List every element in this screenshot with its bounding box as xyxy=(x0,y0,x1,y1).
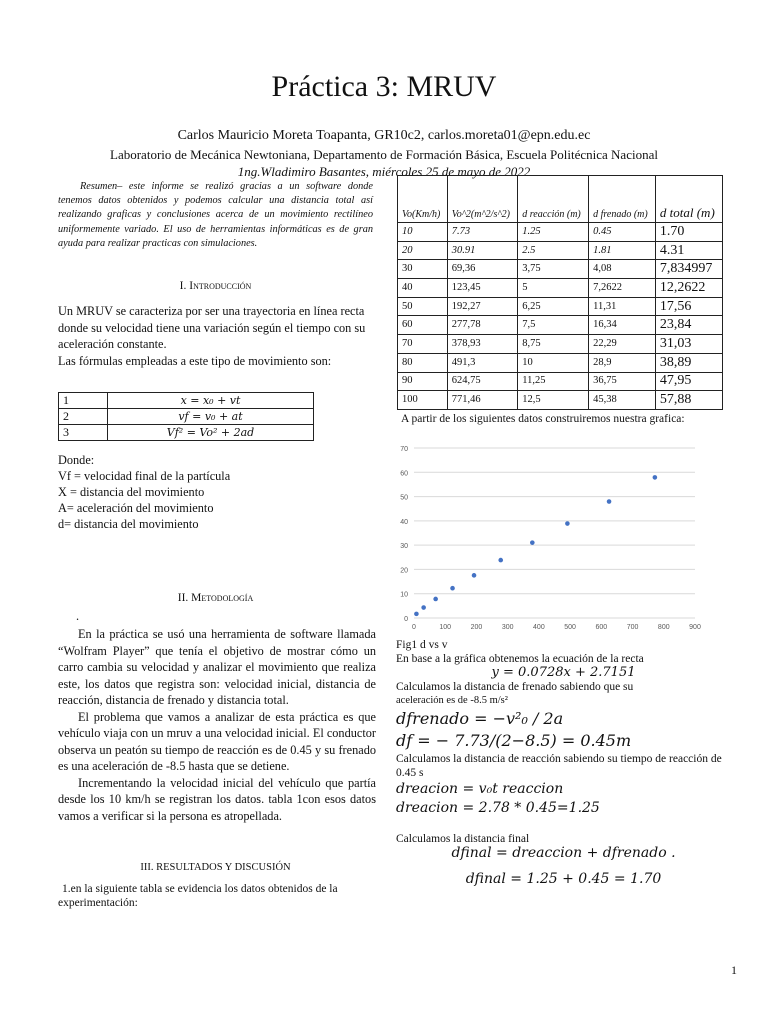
section-heading: II. Metodología xyxy=(177,592,254,604)
equation: dreacion = 2.78 * 0.45=1.25 xyxy=(396,800,600,816)
table-cell: 50 xyxy=(398,297,448,316)
donde-item: Donde: xyxy=(58,453,95,467)
table-row xyxy=(398,297,723,316)
table-cell: 12,2622 xyxy=(655,279,722,298)
table-cell: 10 xyxy=(518,353,589,372)
y-tick-label: 60 xyxy=(400,470,408,478)
scatter-chart xyxy=(390,442,710,634)
analysis xyxy=(396,638,731,886)
table-cell: 11,31 xyxy=(589,297,656,316)
formula-number: 1 xyxy=(59,393,108,409)
column-header: Vo^2(m^2/s^2) xyxy=(447,176,518,223)
table-cell: 1.70 xyxy=(655,223,722,242)
data-point xyxy=(450,586,455,591)
table-row xyxy=(398,335,723,354)
method-paragraph: En la práctica se usó una herramienta de software llamada “Wolfram Player” que tenía el objetivo de mostrar cómo un carro cambia su velocidad y analizar el movimiento que realiza este, los datos que registra son: velocidad inicial, distancia de reacción, distancia de frenado y distancia total. xyxy=(58,627,376,707)
table-cell: 17,56 xyxy=(655,297,722,316)
donde-list xyxy=(58,452,376,532)
analysis-text: aceleración es de -8.5 m/s² xyxy=(396,695,508,706)
data-point xyxy=(472,573,477,578)
table-cell: 192,27 xyxy=(447,297,518,316)
page-number: 1 xyxy=(731,963,737,977)
table-cell: 4,08 xyxy=(589,260,656,279)
table-row xyxy=(398,241,723,260)
table-cell: 90 xyxy=(398,372,448,391)
table-cell: 771,46 xyxy=(447,391,518,410)
table-row xyxy=(398,260,723,279)
donde-item: X = distancia del movimiento xyxy=(58,485,205,499)
section-heading: III. RESULTADOS Y DISCUSIÓN xyxy=(140,862,291,873)
table-cell: 30 xyxy=(398,260,448,279)
equation: dfinal = dreaccion + dfrenado . xyxy=(451,845,676,861)
abstract: Resumen– este informe se realizó gracias a un software donde tenemos datos obtenidos y podemos calcular una distancia total así realizando graficas y conclusiones acerca de un movimiento rectilíneo uniformemente variado. El uso de herramientas informáticas es de gran ayuda para realizar practicas con simulaciones. xyxy=(58,181,373,249)
table-cell: 60 xyxy=(398,316,448,335)
y-tick-label: 50 xyxy=(400,494,408,502)
table-cell: 4.31 xyxy=(655,241,722,260)
column-header: d reacción (m) xyxy=(518,176,589,223)
donde-item: A= aceleración del movimiento xyxy=(58,501,214,515)
formula: x = x₀ + vt xyxy=(108,393,314,409)
table-row xyxy=(398,391,723,410)
date-line: 1ng.Wladimiro Basantes, miércoles 25 de mayo de 2022 xyxy=(237,164,531,179)
data-point xyxy=(421,605,426,610)
table-cell: 277,78 xyxy=(447,316,518,335)
equation: df = − 7.73/(2−8.5) = 0.45m xyxy=(396,731,632,750)
x-tick-label: 500 xyxy=(564,624,576,631)
method-paragraph: Incrementando la velocidad inicial del vehículo que partía desde los 10 km/h se registran los datos. tabla 1con esos datos vamos a verificar si la persona es atropellada. xyxy=(58,775,376,823)
table-cell: 1.25 xyxy=(518,223,589,242)
column-header: d frenado (m) xyxy=(589,176,656,223)
data-point xyxy=(653,475,658,480)
table-cell: 69,36 xyxy=(447,260,518,279)
data-point xyxy=(565,521,570,526)
intro-text: Un MRUV se caracteriza por ser una trayectoria en línea recta donde su velocidad tiene una variación según el tiempo con su aceleración constante. xyxy=(58,304,366,351)
data-point xyxy=(607,499,612,504)
y-tick-label: 70 xyxy=(400,446,408,453)
analysis-text: En base a la gráfica obtenemos la ecuación de la recta xyxy=(396,653,644,665)
method-paragraph: El problema que vamos a analizar de esta práctica es que vehículo viaja con un mruv a una velocidad inicial. El conductor observa un peatón su tiempo de reacción es de 0.45 y su frenado es una aceleración de -8.5 hasta que se detiene. xyxy=(58,709,376,773)
formula: Vf² = Vo² + 2ad xyxy=(108,425,314,441)
table-cell: 40 xyxy=(398,279,448,298)
equation: dreacion = v₀t reaccion xyxy=(396,781,564,797)
y-tick-label: 40 xyxy=(400,518,408,526)
table-cell: 123,45 xyxy=(447,279,518,298)
table-cell: 3,75 xyxy=(518,260,589,279)
table-cell: 45,38 xyxy=(589,391,656,410)
x-tick-label: 900 xyxy=(689,624,701,631)
table-cell: 47,95 xyxy=(655,372,722,391)
donde-item: Vf = velocidad final de la partícula xyxy=(58,469,231,483)
table-cell: 6,25 xyxy=(518,297,589,316)
x-tick-label: 300 xyxy=(501,624,514,631)
affiliation: Laboratorio de Mecánica Newtoniana, Departamento de Formación Básica, Escuela Politécnica Nacional xyxy=(110,147,658,162)
x-tick-label: 600 xyxy=(595,624,608,631)
analysis-text: Calculamos la distancia final xyxy=(396,833,530,845)
formula: vf = v₀ + at xyxy=(108,409,314,425)
table-row xyxy=(398,316,723,335)
table-cell: 2.5 xyxy=(518,241,589,260)
data-point xyxy=(414,612,419,617)
table-cell: 57,88 xyxy=(655,391,722,410)
page-title: Práctica 3: MRUV xyxy=(271,70,497,103)
analysis-text: Calculamos la distancia de frenado sabiendo que su xyxy=(396,681,634,693)
method-text xyxy=(58,626,376,824)
equation: y = 0.0728x + 2.7151 xyxy=(491,665,636,680)
table-cell: 100 xyxy=(398,391,448,410)
table-row xyxy=(398,223,723,242)
table-cell: 7,2622 xyxy=(589,279,656,298)
column-header: d total (m) xyxy=(655,176,722,223)
table-cell: 491,3 xyxy=(447,353,518,372)
table-cell: 16,34 xyxy=(589,316,656,335)
table-cell: 20 xyxy=(398,241,448,260)
formula-row xyxy=(59,409,314,425)
y-tick-label: 20 xyxy=(400,567,408,575)
formula-row xyxy=(59,393,314,409)
results-text: 1.en la siguiente tabla se evidencia los datos obtenidos de la experimentación: xyxy=(58,883,338,909)
table-row xyxy=(398,353,723,372)
table-cell: 8,75 xyxy=(518,335,589,354)
table-cell: 5 xyxy=(518,279,589,298)
x-tick-label: 200 xyxy=(470,624,483,631)
table-cell: 23,84 xyxy=(655,316,722,335)
data-point xyxy=(433,597,438,602)
authors: Carlos Mauricio Moreta Toapanta, GR10c2, carlos.moreta01@epn.edu.ec xyxy=(177,128,591,143)
y-tick-label: 0 xyxy=(404,616,408,623)
y-tick-label: 10 xyxy=(400,591,408,599)
data-point xyxy=(498,558,503,563)
table-cell: 7,834997 xyxy=(655,260,722,279)
data-table xyxy=(397,175,723,410)
table-cell: 80 xyxy=(398,353,448,372)
table-cell: 31,03 xyxy=(655,335,722,354)
table-cell: 1.81 xyxy=(589,241,656,260)
x-tick-label: 100 xyxy=(439,624,452,631)
analysis-text: Calculamos la distancia de reacción sabiendo su tiempo de reacción de 0.45 s xyxy=(396,753,722,779)
intro-text: Las fórmulas empleadas a este tipo de movimiento son: xyxy=(58,353,332,368)
equation: dfinal = 1.25 + 0.45 = 1.70 xyxy=(465,871,662,887)
figure-caption: Fig1 d vs v xyxy=(396,639,448,651)
y-tick-label: 30 xyxy=(400,543,408,551)
table-cell: 7,5 xyxy=(518,316,589,335)
table-cell: 378,93 xyxy=(447,335,518,354)
table-cell: 22,29 xyxy=(589,335,656,354)
table-cell: 10 xyxy=(398,223,448,242)
x-tick-label: 400 xyxy=(533,624,545,631)
chart-intro: A partir de los siguientes datos construiremos nuestra grafica: xyxy=(401,413,685,425)
table-cell: 28,9 xyxy=(589,353,656,372)
table-cell: 38,89 xyxy=(655,353,722,372)
formula-number: 2 xyxy=(59,409,108,425)
dot: . xyxy=(76,609,80,623)
donde-item: d= distancia del movimiento xyxy=(58,517,199,531)
table-row xyxy=(398,279,723,298)
x-tick-label: 700 xyxy=(626,624,639,631)
x-tick-label: 0 xyxy=(412,624,416,631)
x-tick-label: 800 xyxy=(657,624,670,631)
table-cell: 70 xyxy=(398,335,448,354)
table-cell: 36,75 xyxy=(589,372,656,391)
formula-number: 3 xyxy=(59,425,108,441)
equation: dfrenado = −v²₀ / 2a xyxy=(396,709,564,728)
formula-row xyxy=(59,425,314,441)
table-cell: 11,25 xyxy=(518,372,589,391)
table-row xyxy=(398,372,723,391)
table-cell: 12,5 xyxy=(518,391,589,410)
column-header: Vo(Km/h) xyxy=(398,176,448,223)
table-cell: 7.73 xyxy=(447,223,518,242)
section-heading: I. Introducción xyxy=(179,280,252,292)
data-point xyxy=(530,540,535,545)
table-cell: 0.45 xyxy=(589,223,656,242)
intro-paragraph xyxy=(58,303,376,369)
table-cell: 624,75 xyxy=(447,372,518,391)
table-cell: 30.91 xyxy=(447,241,518,260)
formula-table xyxy=(58,392,314,441)
